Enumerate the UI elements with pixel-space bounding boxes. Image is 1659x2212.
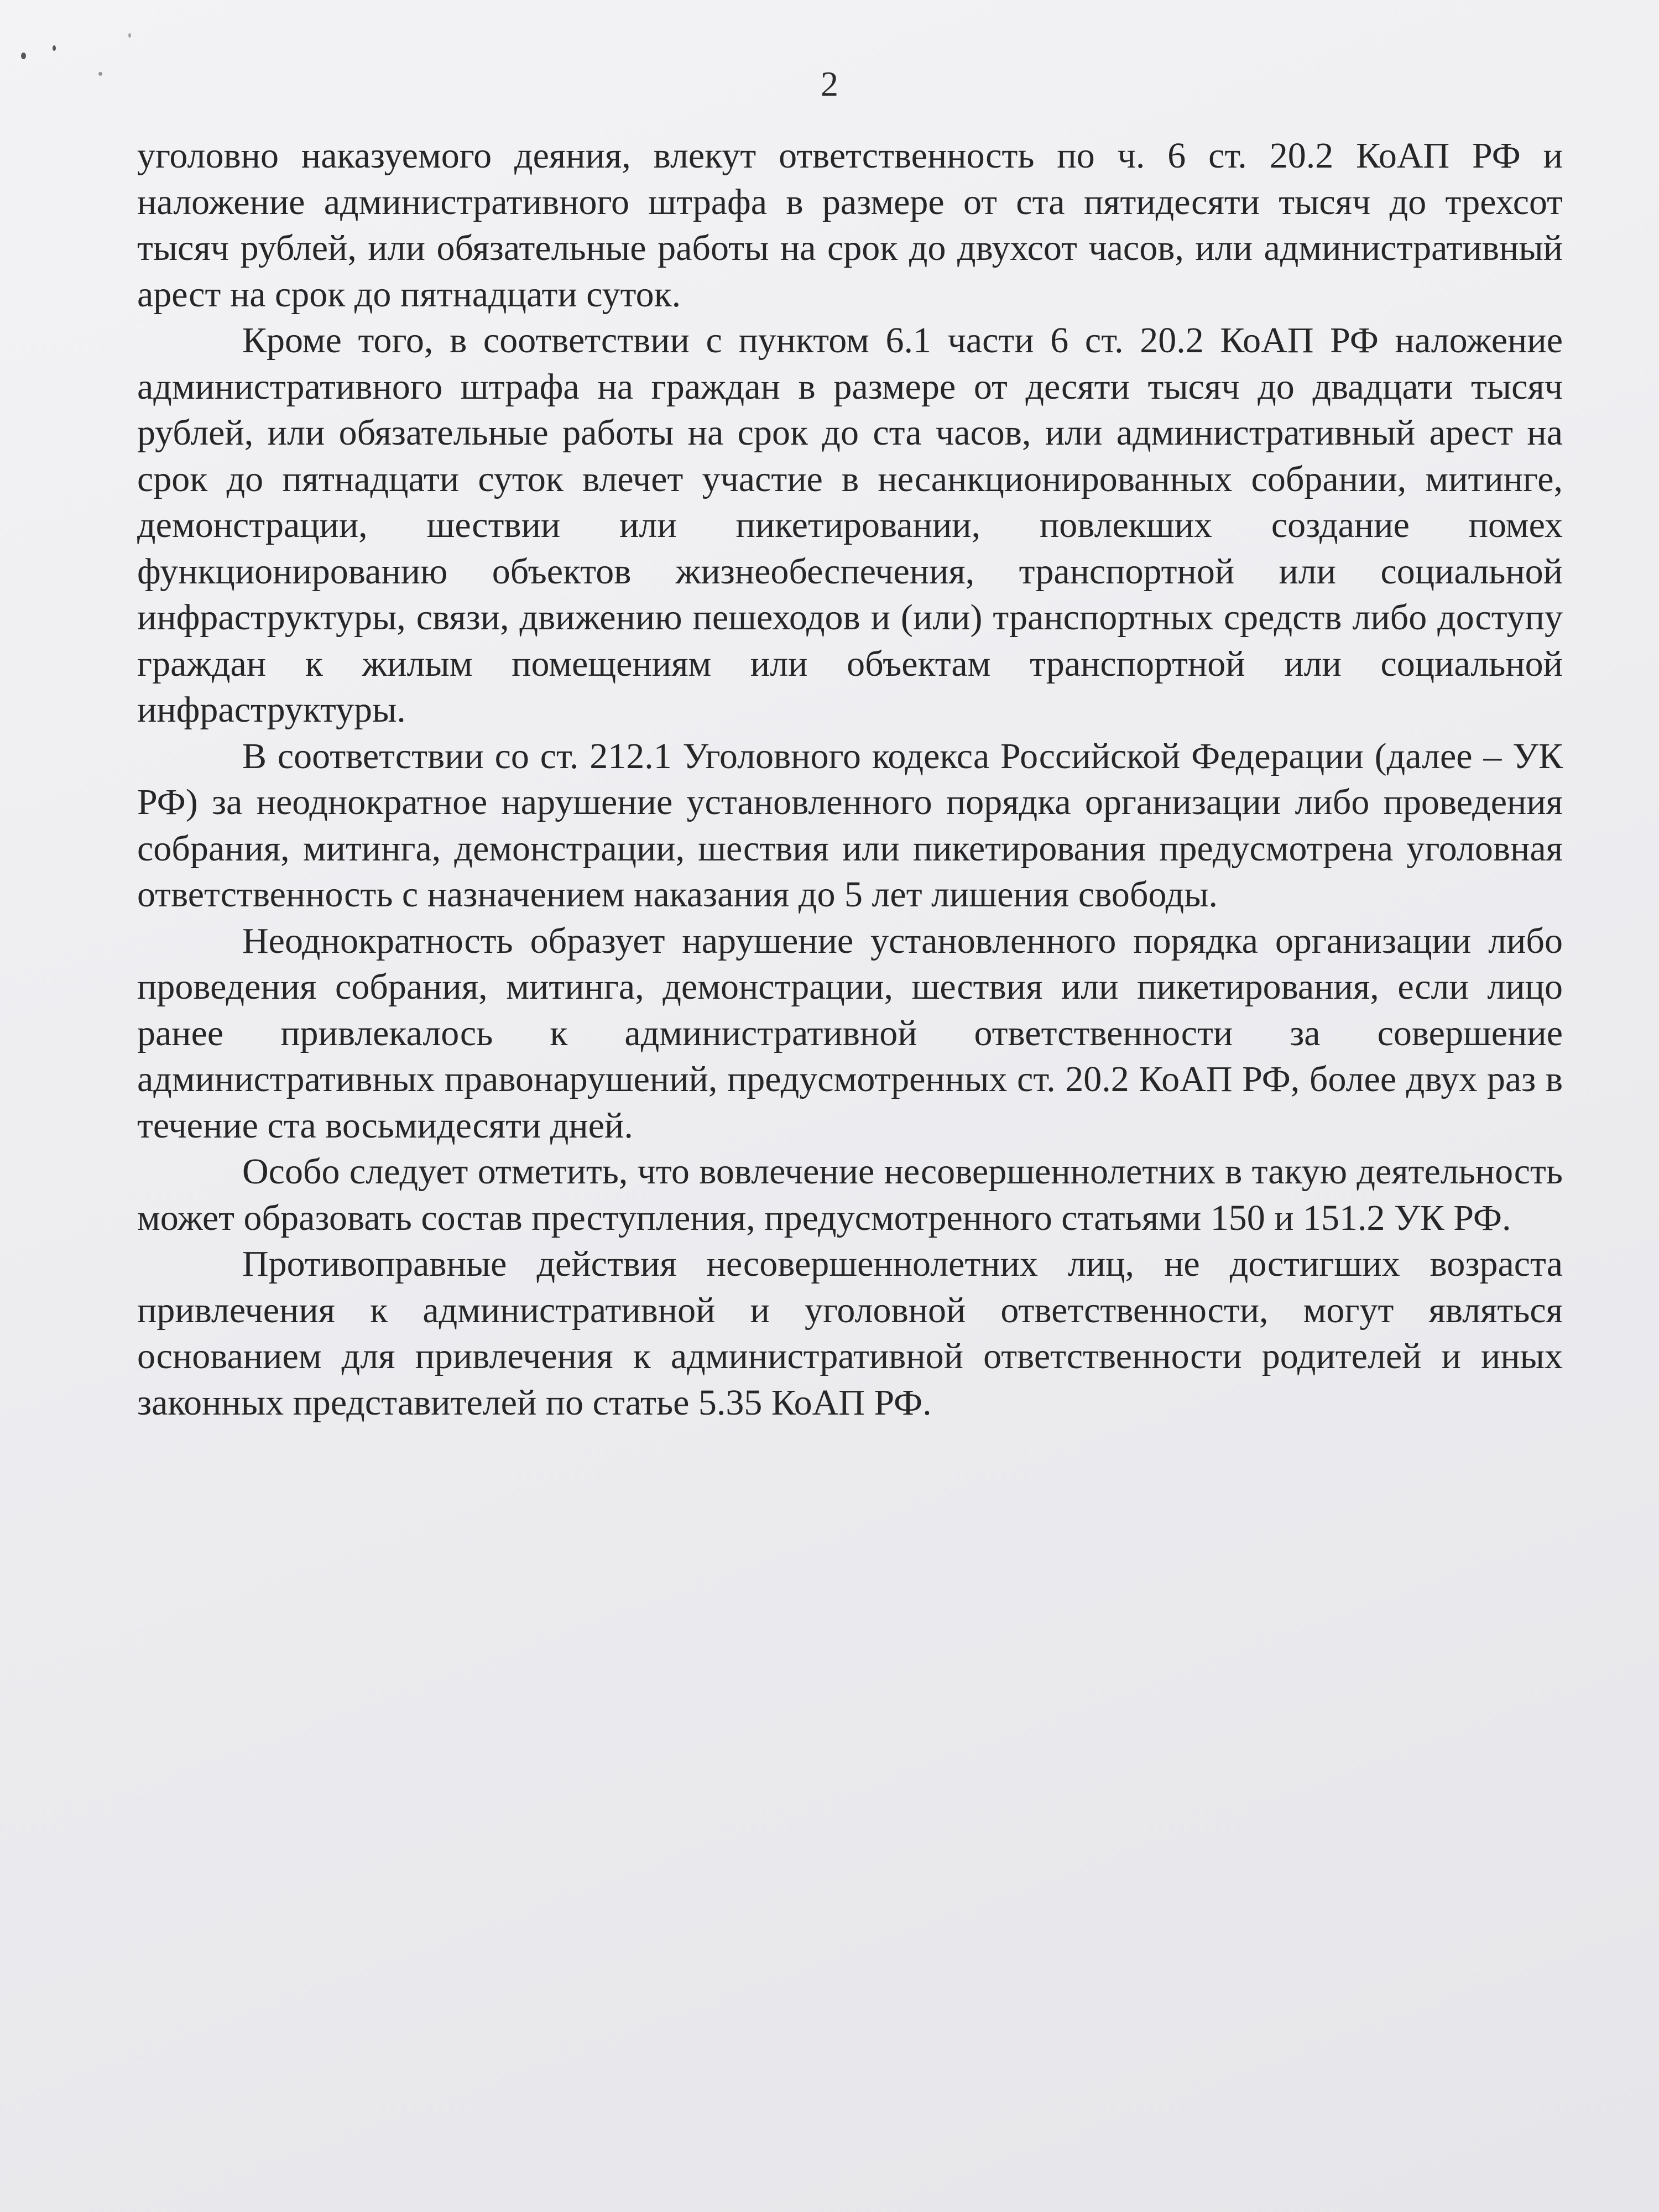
page-number: 2 xyxy=(821,64,838,103)
paragraph-uk-212-1: В соответствии со ст. 212.1 Уголовного кодекса Российской Федерации (далее – УК РФ) за неоднократное нарушение установленного порядка организации либо проведения собрания, митинга, демонстрации, шествия или пикетирования предусмотрена уголовная ответственность с назначением наказания до 5 лет лишения свободы. xyxy=(137,735,1563,915)
paper-speck xyxy=(21,53,26,59)
document-body xyxy=(137,133,1563,1426)
paragraph-continuation: уголовно наказуемого деяния, влекут ответственность по ч. 6 ст. 20.2 КоАП РФ и наложение административного штрафа в размере от ста пятидесяти тысяч до трехсот тысяч рублей, или обязательные работы на срок до двухсот часов, или административный арест на срок до пятнадцати суток. xyxy=(137,135,1563,315)
paragraph-parents-liability: Противоправные действия несовершеннолетних лиц, не достигших возраста привлечения к административной и уголовной ответственности, могут являться основанием для привлечения к административной ответственности родителей и иных законных представителей по статье 5.35 КоАП РФ. xyxy=(137,1244,1563,1423)
paragraph-repeated-violation: Неоднократность образует нарушение установленного порядка организации либо проведения собрания, митинга, демонстрации, шествия или пикетирования, если лицо ранее привлекалось к административной ответственности за совершение административных правонарушений, предусмотренных ст. 20.2 КоАП РФ, более двух раз в течение ста восьмидесяти дней. xyxy=(137,920,1563,1146)
paper-speck xyxy=(53,45,56,51)
paragraph-koap-6-1: Кроме того, в соответствии с пунктом 6.1 части 6 ст. 20.2 КоАП РФ наложение административного штрафа на граждан в размере от десяти тысяч до двадцати тысяч рублей, или обязательные работы на срок до ста часов, или административный арест на срок до пятнадцати суток влечет участие в несанкционированных собрании, митинге, демонстрации, шествии или пикетировании, повлекших создание помех функционированию объектов жизнеобеспечения, транспортной или социальной инфраструктуры, связи, движению пешеходов и (или) транспортных средств либо доступу граждан к жилым помещениям или объектам транспортной или социальной инфраструктуры. xyxy=(137,320,1563,730)
paragraph-minors-involvement: Особо следует отметить, что вовлечение несовершеннолетних в такую деятельность может образовать состав преступления, предусмотренного статьями 150 и 151.2 УК РФ. xyxy=(137,1151,1563,1238)
paper-speck xyxy=(128,33,131,38)
